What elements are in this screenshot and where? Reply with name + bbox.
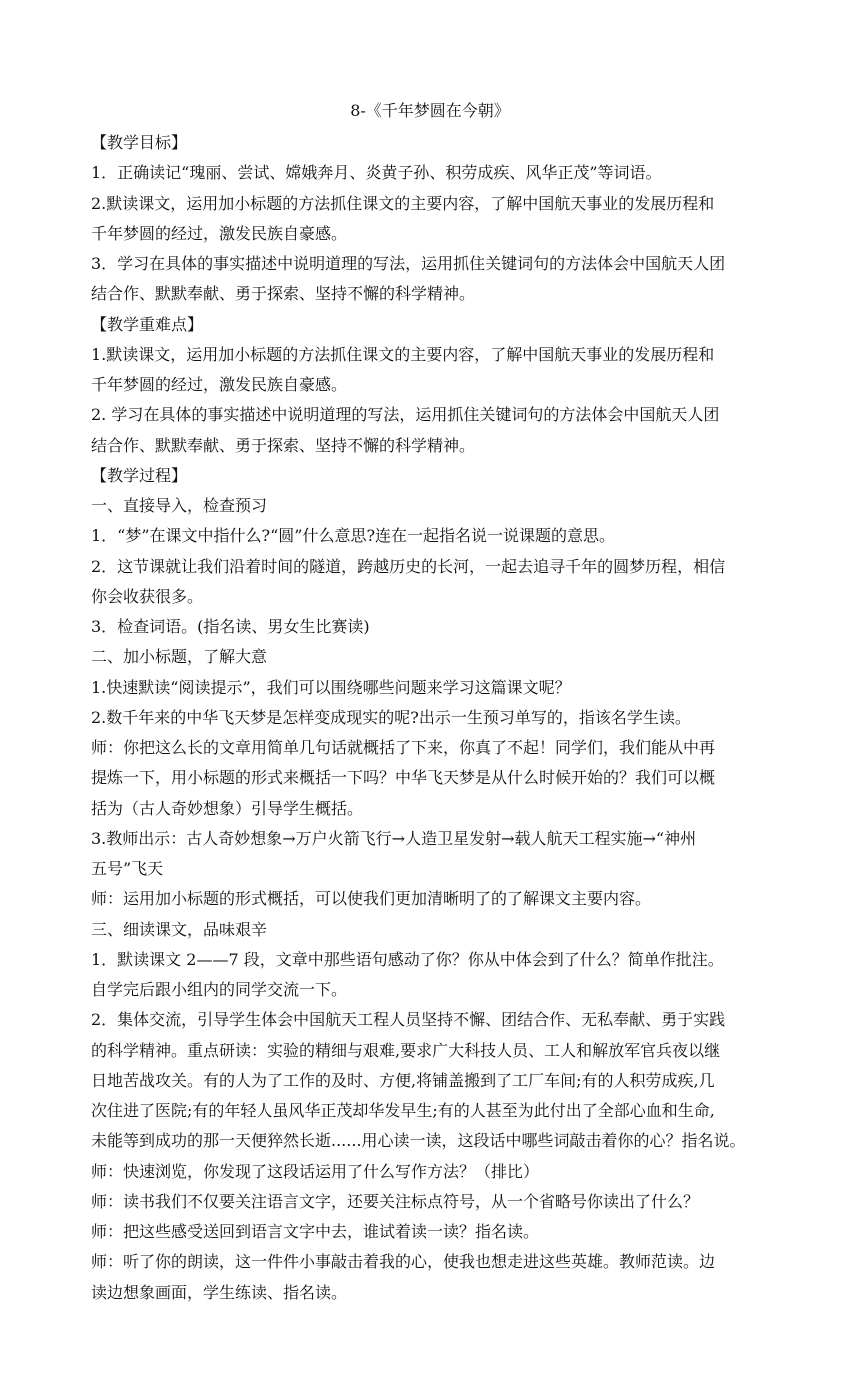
- text-line: 2．集体交流，引导学生体会中国航天工程人员坚持不懈、团结合作、无私奉献、勇于实践: [91, 1010, 726, 1030]
- text-line: 三、细读课文，品味艰辛: [91, 919, 268, 939]
- text-line: 3．学习在具体的事实描述中说明道理的写法，运用抓住关键词句的方法体会中国航天人团: [91, 254, 726, 273]
- text-line: 次住进了医院;有的年轻人虽风华正茂却华发早生;有的人甚至为此付出了全部心血和生命,: [91, 1101, 715, 1120]
- text-line: 2.默读课文，运用加小标题的方法抓住课文的主要内容，了解中国航天事业的发展历程和: [91, 193, 715, 213]
- text-line: 括为（古人奇妙想象）引导学生概括。: [91, 798, 364, 818]
- text-line: 千年梦圆的经过，激发民族自豪感。: [91, 223, 348, 243]
- text-line: 师：你把这么长的文章用简单几句话就概括了下来，你真了不起！同学们，我们能从中再: [91, 738, 716, 757]
- text-line: 二、加小标题，了解大意: [91, 647, 268, 667]
- text-line: 1．正确读记“瑰丽、尝试、嫦娥奔月、炎黄子孙、积劳成疾、风华正茂”等词语。: [91, 163, 662, 183]
- text-line: 师：把这些感受送回到语言文字中去，谁试着读一读？指名读。: [91, 1222, 540, 1241]
- text-line: 千年梦圆的经过，激发民族自豪感。: [91, 375, 348, 394]
- text-line: 五号”飞天: [91, 859, 164, 878]
- text-line: 1．“梦”在课文中指什么?“圆”什么意思?连在一起指名说一说课题的意思。: [91, 526, 616, 546]
- text-line: 读边想象画面，学生练读、指名读。: [91, 1282, 348, 1302]
- text-line: 结合作、默默奉献、勇于探索、坚持不懈的科学精神。: [91, 284, 476, 304]
- text-line: 【教学重难点】: [91, 314, 204, 334]
- text-line: 的科学精神。重点研读：实验的精细与艰难,要求广大科技人员、工人和解放军官兵夜以继: [91, 1040, 721, 1060]
- text-line: 1．默读课文 2——7 段，文章中那些语句感动了你？你从中体会到了什么？简单作批注。: [91, 949, 724, 969]
- text-line: 结合作、默默奉献、勇于探索、坚持不懈的科学精神。: [91, 435, 476, 455]
- text-line: 2．这节课就让我们沿着时间的隧道，跨越历史的长河，一起去追寻千年的圆梦历程，相信: [91, 556, 726, 576]
- text-line: 师：听了你的朗读，这一件件小事敲击着我的心，使我也想走进这些英雄。教师范读。边: [91, 1252, 716, 1272]
- text-line: 1.默读课文，运用加小标题的方法抓住课文的主要内容，了解中国航天事业的发展历程和: [91, 344, 715, 364]
- text-line: 提炼一下，用小标题的形式来概括一下吗？中华飞天梦是从什么时候开始的？我们可以概: [91, 768, 716, 788]
- text-line: 师：快速浏览，你发现了这段话运用了什么写作方法？（排比）: [91, 1161, 540, 1181]
- text-line: 一、直接导入，检查预习: [91, 496, 268, 515]
- text-line: 自学完后跟小组内的同学交流一下。: [91, 980, 348, 999]
- text-line: 3．检查词语。(指名读、男女生比赛读): [91, 617, 370, 636]
- document-title: 8-《千年梦圆在今朝》: [350, 101, 510, 120]
- text-line: 日地苦战攻关。有的人为了工作的及时、方便,将铺盖搬到了工厂车间;有的人积劳成疾,几: [91, 1070, 715, 1090]
- text-line: 2.数千年来的中华飞天梦是怎样变成现实的呢?出示一生预习单写的，指该名学生读。: [91, 707, 691, 727]
- text-line: 【教学过程】: [91, 465, 188, 485]
- text-line: 1.快速默读“阅读提示”，我们可以围绕哪些问题来学习这篇课文呢？: [91, 677, 571, 697]
- text-line: 师：读书我们不仅要关注语言文字，还要关注标点符号，从一个省略号你读出了什么？: [91, 1191, 700, 1211]
- text-line: 3.教师出示：古人奇妙想象→万户火箭飞行→人造卫星发射→载人航天工程实施→“神州: [91, 828, 697, 848]
- document-body: [91, 128, 781, 1308]
- text-line: 【教学目标】: [91, 133, 188, 152]
- text-line: 你会收获很多。: [91, 586, 204, 606]
- text-line: 师：运用加小标题的形式概括，可以使我们更加清晰明了的了解课文主要内容。: [91, 889, 652, 909]
- text-line: 未能等到成功的那一天便猝然长逝......用心读一读，这段话中哪些词敲击着你的心？指名说。: [91, 1131, 746, 1151]
- text-line: 2. 学习在具体的事实描述中说明道理的写法，运用抓住关键词句的方法体会中国航天人团: [91, 405, 720, 425]
